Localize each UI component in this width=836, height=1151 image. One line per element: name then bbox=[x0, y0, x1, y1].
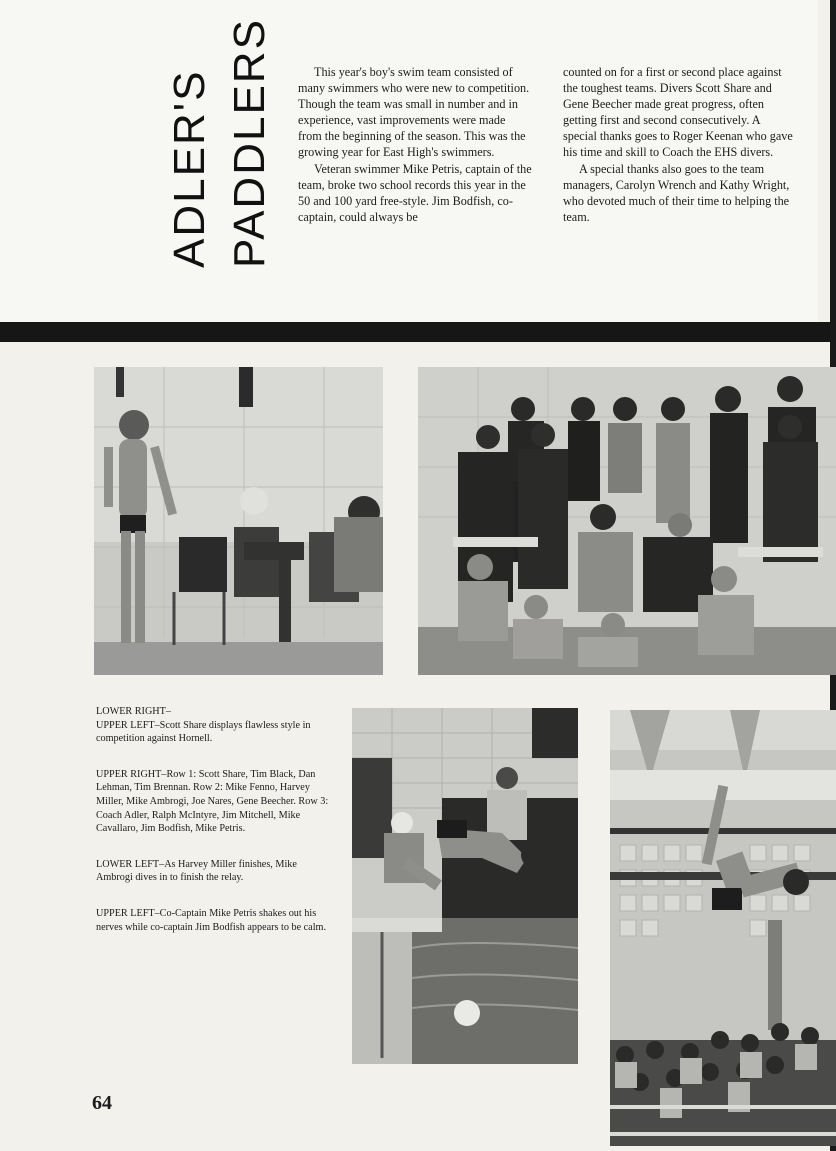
photo-team bbox=[418, 367, 836, 675]
title-line-1: ADLER'S bbox=[165, 69, 214, 268]
article-paragraph: A special thanks also goes to the team managers, Carolyn Wrench and Kathy Wright, who devoted much of their time to helping the team. bbox=[563, 161, 790, 224]
photo-upper-left bbox=[94, 367, 383, 675]
article-paragraph: counted on for a first or second place against the toughest teams. Divers Scott Share and Gene Beecher made great progress, often getting first and second consecutively. A special thanks goes to Roger Keenan who gave his time and skill to Coach the EHS divers. bbox=[563, 65, 793, 160]
divider-bar bbox=[0, 322, 836, 342]
caption-lower-left: LOWER LEFT–As Harvey Miller finishes, Mike Ambrogi dives in to finish the relay. bbox=[96, 858, 297, 884]
caption-lower-right: LOWER RIGHT– bbox=[96, 706, 171, 717]
article-paragraph: This year's boy's swim team consisted of many swimmers who were new to competition. Though the team was small in number and in experience, vast improvements were made from the beginning of the season. This was the growing year for East High's swimmers. bbox=[298, 65, 530, 160]
caption-upper-left-1: UPPER LEFT–Scott Share displays flawless style in competition against Hornell. bbox=[96, 719, 311, 745]
caption-upper-left-2: UPPER LEFT–Co-Captain Mike Petris shakes out his nerves while co-captain Jim Bodfish appears to be calm. bbox=[96, 907, 326, 933]
article-paragraph: Veteran swimmer Mike Petris, captain of the team, broke two school records this year in the 50 and 100 yard free-style. Jim Bodfish, co-captain, could always be bbox=[298, 161, 532, 224]
photo-relay-dive bbox=[352, 708, 578, 1064]
photo-captions bbox=[96, 705, 332, 956]
page-number: 64 bbox=[92, 1092, 112, 1114]
photo-diver bbox=[610, 710, 836, 1146]
caption-upper-right: UPPER RIGHT–Row 1: Scott Share, Tim Black, Dan Lehman, Tim Brennan. Row 2: Mike Fenno, Harvey Miller, Mike Ambrogi, Joe Nares, Gene Beecher. Row 3: Coach Adler, Ralph McIntyre, Jim Mitchell, Mike Cavallaro, Jim Bodfish, Mike Petris. bbox=[96, 768, 329, 835]
article-column-1 bbox=[298, 64, 532, 225]
title-line-2: PADDLERS bbox=[225, 18, 274, 268]
article-column-2 bbox=[563, 64, 795, 225]
